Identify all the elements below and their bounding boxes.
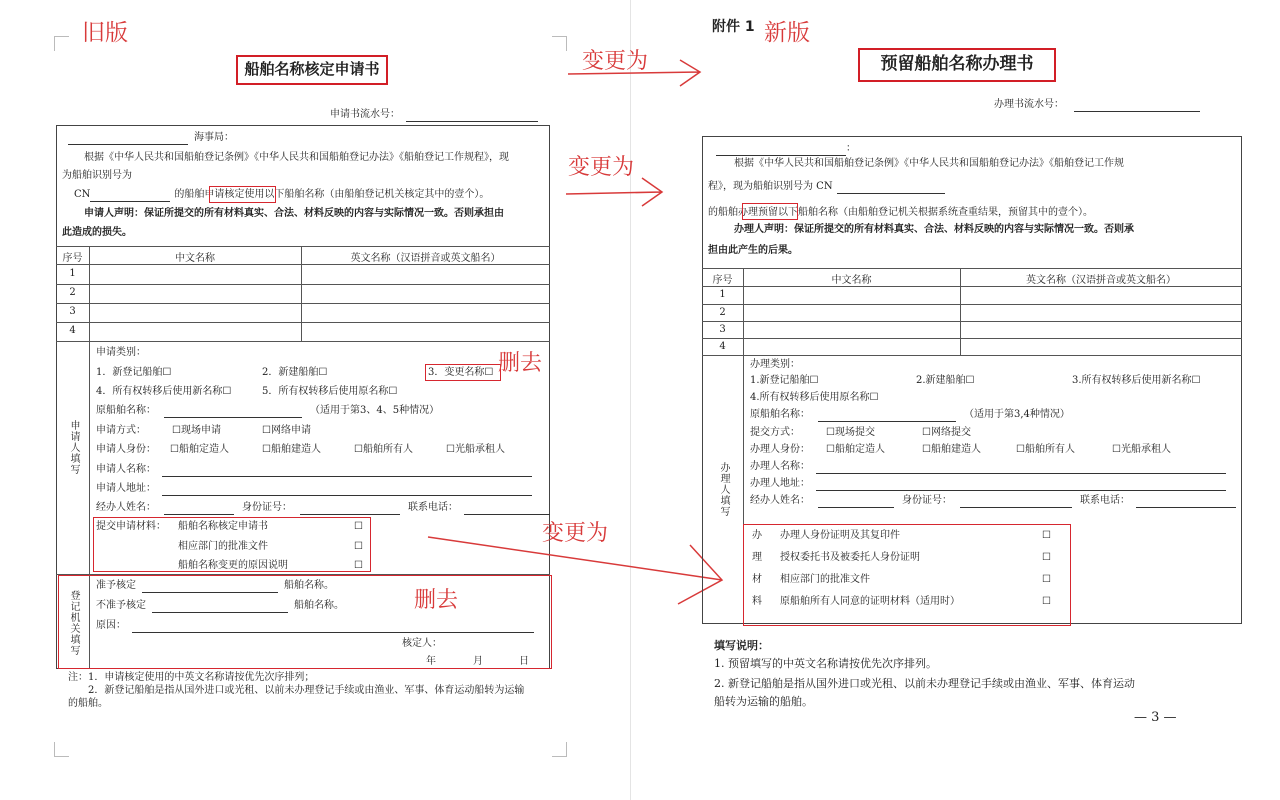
old-version-label: 旧版 <box>82 20 128 46</box>
new-material-checkbox: ☐ <box>1042 552 1051 563</box>
old-material: 相应部门的批准文件 <box>178 541 268 552</box>
old-id-1: ☐船舶定造人 <box>170 444 229 455</box>
new-version-label: 新版 <box>764 20 810 46</box>
new-materials-side: 材 <box>752 574 762 585</box>
new-material: 办理人身份证明及其复印件 <box>780 530 900 541</box>
old-table-header: 序号 <box>62 253 83 264</box>
new-table-row-num: 4 <box>719 341 726 352</box>
new-material: 相应部门的批准文件 <box>780 574 870 585</box>
new-table-row-num: 1 <box>719 289 726 300</box>
old-table-header: 中文名称 <box>175 253 215 264</box>
arrow <box>428 537 722 604</box>
old-not-approve: 不准予核定 船舶名称。 <box>96 600 344 611</box>
old-cat-4: 4．所有权转移后使用新名称☐ <box>96 386 232 397</box>
old-applicant-name: 申请人名称： <box>96 463 532 477</box>
new-materials-side: 办 <box>752 530 762 541</box>
table-line <box>702 268 1242 269</box>
new-table-header: 英文名称（汉语拼音或英文船名） <box>1026 275 1176 286</box>
new-original-name: 原船舶名称： （适用于第3,4种情况） <box>750 409 1070 420</box>
old-cat-1: 1．新登记船舶☐ <box>96 367 172 378</box>
change-annotation: 变更为 <box>568 155 635 180</box>
old-verifier: 核定人： <box>402 638 442 649</box>
new-material: 授权委托书及被委托人身份证明 <box>780 552 920 563</box>
table-line <box>702 355 1242 356</box>
old-cat-5: 5．所有权转移后使用原名称☐ <box>262 386 398 397</box>
table-line <box>702 286 1242 287</box>
table-line <box>702 338 1242 339</box>
new-method-2: ☐网络提交 <box>922 427 971 438</box>
new-category-label: 办理类别： <box>750 359 800 370</box>
old-cat-2: 2．新建船舶☐ <box>262 367 328 378</box>
new-handler-name: 办理人名称： <box>750 460 1226 474</box>
new-instruction-3: 船转为运输的船舶。 <box>714 695 813 708</box>
old-method-1: ☐现场申请 <box>172 425 221 436</box>
old-method-2: ☐网络申请 <box>262 425 311 436</box>
old-authority-section-label: 登记机关填写 <box>68 590 79 656</box>
attachment-label: 附件 1 <box>712 19 755 35</box>
new-identity: 办理人身份： <box>750 444 810 455</box>
new-declaration-1: 办理人声明：保证所提交的所有材料真实、合法、材料反映的内容与实际情况一致。否则承 <box>734 224 1134 235</box>
new-declaration-2: 担由此产生的后果。 <box>708 245 798 256</box>
old-table-header: 英文名称（汉语拼音或英文船名） <box>350 253 501 264</box>
old-declaration-2: 此造成的损失。 <box>62 227 132 238</box>
change-annotation: 变更为 <box>582 49 649 74</box>
old-id-4: ☐光船承租人 <box>446 444 505 455</box>
new-cat-1: 1.新登记船舶☐ <box>750 375 819 386</box>
old-bureau-line: 海事局： <box>68 131 234 145</box>
new-material: 原船舶所有人同意的证明材料（适用时） <box>780 596 960 607</box>
new-material-checkbox: ☐ <box>1042 530 1051 541</box>
old-day: 日 <box>519 656 529 667</box>
new-handler-address: 办理人地址： <box>750 477 1226 491</box>
new-agent-row: 经办人姓名： 身份证号： 联系电话： <box>750 494 1236 508</box>
old-id-3: ☐船舶所有人 <box>354 444 413 455</box>
arrow <box>568 60 700 86</box>
old-material: 船舶名称核定申请书 <box>178 521 268 532</box>
old-serial: 申请书流水号： <box>330 108 538 122</box>
old-id-2: ☐船舶建造人 <box>262 444 321 455</box>
new-cat-4: 4.所有权转移后使用原名称☐ <box>750 392 879 403</box>
new-id-4: ☐光船承租人 <box>1112 444 1171 455</box>
old-material: 船舶名称变更的原因说明 <box>178 560 288 571</box>
new-id-3: ☐船舶所有人 <box>1016 444 1075 455</box>
new-intro-3: 的船舶办理预留以下船舶名称（由船舶登记机关根据系统查重结果，预留其中的壹个）。 <box>708 207 1093 218</box>
new-submit-method: 提交方式： <box>750 427 800 438</box>
old-month: 月 <box>473 656 483 667</box>
new-id-1: ☐船舶定造人 <box>826 444 885 455</box>
new-instructions-title: 填写说明： <box>714 639 769 652</box>
old-approve: 准予核定 船舶名称。 <box>96 580 334 591</box>
new-intro-1: 根据《中华人民共和国船舶登记条例》《中华人民共和国船舶登记办法》《船舶登记工作规 <box>734 158 1124 169</box>
old-agent-row: 经办人姓名： 身份证号： 联系电话： <box>96 501 550 515</box>
old-identity: 申请人身份： <box>96 444 156 455</box>
page-number: — 3 — <box>1134 710 1177 725</box>
new-intro-highlight <box>742 203 798 220</box>
new-table-row-num: 3 <box>719 324 726 335</box>
new-serial: 办理书流水号： <box>994 98 1200 112</box>
old-note-1: 注：1．申请核定使用的中英文名称请按优先次序排列； <box>68 672 315 683</box>
change-annotation: 变更为 <box>542 521 609 546</box>
new-applicant-section-label: 办理人填写 <box>718 462 729 517</box>
new-form-title: 预留船舶名称办理书 <box>858 48 1056 82</box>
new-colon-line: ： <box>716 142 856 156</box>
new-material-checkbox: ☐ <box>1042 596 1051 607</box>
old-category-label: 申请类别： <box>96 347 146 358</box>
old-materials-label: 提交申请材料： <box>96 521 166 532</box>
new-materials-side: 料 <box>752 596 762 607</box>
old-cat-3: 3．变更名称☐ <box>428 367 494 378</box>
new-instruction-2: 2. 新登记船舶是指从国外进口或光租、以前未办理登记手续或由渔业、军事、体育运动 <box>714 677 1135 690</box>
old-material-checkbox: ☐ <box>354 521 363 532</box>
old-note-2: 2．新登记船舶是指从国外进口或光租、以前未办理登记手续或由渔业、军事、体育运动船转为运输 <box>88 685 525 696</box>
new-cat-3: 3.所有权转移后使用新名称☐ <box>1072 375 1201 386</box>
arrow <box>566 178 662 206</box>
old-note-3: 的船舶。 <box>68 698 108 709</box>
new-table-header: 序号 <box>712 275 733 286</box>
new-table-header: 中文名称 <box>831 275 872 286</box>
old-form-title: 船舶名称核定申请书 <box>236 55 388 85</box>
table-line <box>702 304 1242 305</box>
old-applicant-address: 申请人地址： <box>96 482 532 496</box>
new-cat-2: 2.新建船舶☐ <box>916 375 975 386</box>
old-intro-2: 为船舶识别号为 <box>62 170 132 181</box>
old-original-name: 原船舶名称： （适用于第3、4、5种情况） <box>96 405 440 416</box>
table-line <box>702 321 1242 322</box>
delete-annotation: 删去 <box>498 351 543 376</box>
old-intro-3: CN 的船舶申请核定使用以下船舶名称（由船舶登记机关核定其中的壹个）。 <box>74 189 490 200</box>
old-material-checkbox: ☐ <box>354 560 363 571</box>
new-id-2: ☐船舶建造人 <box>922 444 981 455</box>
old-year: 年 <box>426 656 436 667</box>
old-declaration-1: 申请人声明：保证所提交的所有材料真实、合法、材料反映的内容与实际情况一致。否则承担由 <box>84 208 504 219</box>
new-table-row-num: 2 <box>719 307 726 318</box>
new-intro-2: 程》，现为船舶识别号为 CN <box>708 180 945 194</box>
old-table-row-num: 1 <box>69 268 76 279</box>
old-reason: 原因： <box>96 619 534 633</box>
old-apply-method: 申请方式： <box>96 425 146 436</box>
new-method-1: ☐现场提交 <box>826 427 875 438</box>
old-table-row-num: 2 <box>69 287 76 298</box>
new-material-checkbox: ☐ <box>1042 574 1051 585</box>
new-instruction-1: 1. 预留填写的中英文名称请按优先次序排列。 <box>714 657 937 670</box>
new-materials-side: 理 <box>752 552 762 563</box>
old-table-row-num: 3 <box>69 306 76 317</box>
old-material-checkbox: ☐ <box>354 541 363 552</box>
old-table-row-num: 4 <box>69 325 76 336</box>
old-applicant-section-label: 申请人填写 <box>68 420 79 475</box>
old-intro-1: 根据《中华人民共和国船舶登记条例》《中华人民共和国船舶登记办法》《船舶登记工作规程》，现 <box>84 152 509 163</box>
delete-annotation: 删去 <box>414 588 459 613</box>
